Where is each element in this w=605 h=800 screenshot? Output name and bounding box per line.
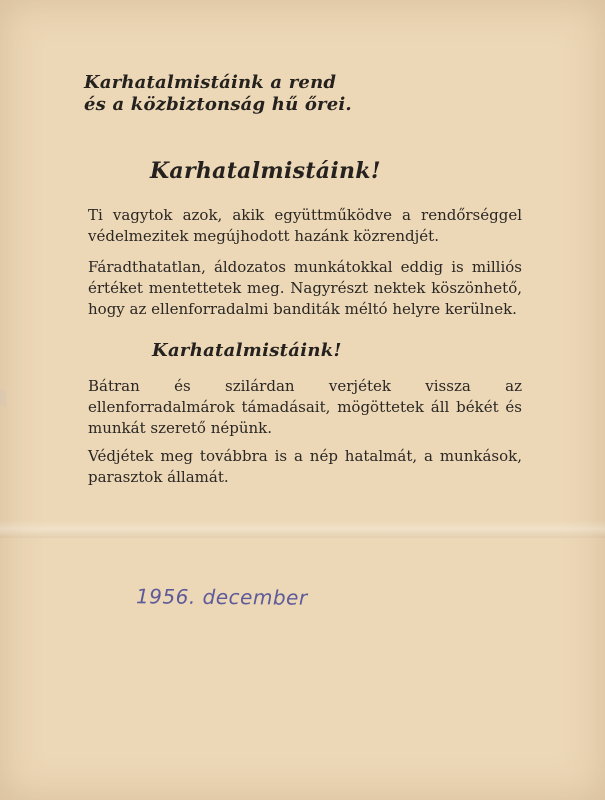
headline-line-1: Karhatalmistáink a rend <box>84 72 337 93</box>
document-headline <box>84 72 404 116</box>
paragraph-3: Bátran és szilárdan verjétek vissza az ellenforradalmárok támadásait, mögöttetek áll békét és munkát szerető népünk. <box>88 377 522 437</box>
paragraph-1: Ti vagytok azok, akik együttműködve a rendőrséggel védelmezitek megújhodott hazánk közrendjét. <box>88 206 522 245</box>
paper-tear <box>0 389 6 407</box>
headline-line-2: és a közbiztonság hű őrei. <box>84 94 352 115</box>
section-heading-2: Karhatalmistáink! <box>152 340 342 361</box>
section-heading-1: Karhatalmistáink! <box>150 158 381 184</box>
handwritten-date: 1956. december <box>135 584 308 610</box>
paper-fold <box>0 520 605 538</box>
paragraph-2: Fáradthatatlan, áldozatos munkátokkal eddig is milliós értéket mentettetek meg. Nagyrészt nektek köszönhető, hogy az ellenforradalmi banditák méltó helyre kerülnek. <box>88 258 522 318</box>
paragraph-4: Védjétek meg továbbra is a nép hatalmát, a munkások, parasztok államát. <box>88 447 522 486</box>
